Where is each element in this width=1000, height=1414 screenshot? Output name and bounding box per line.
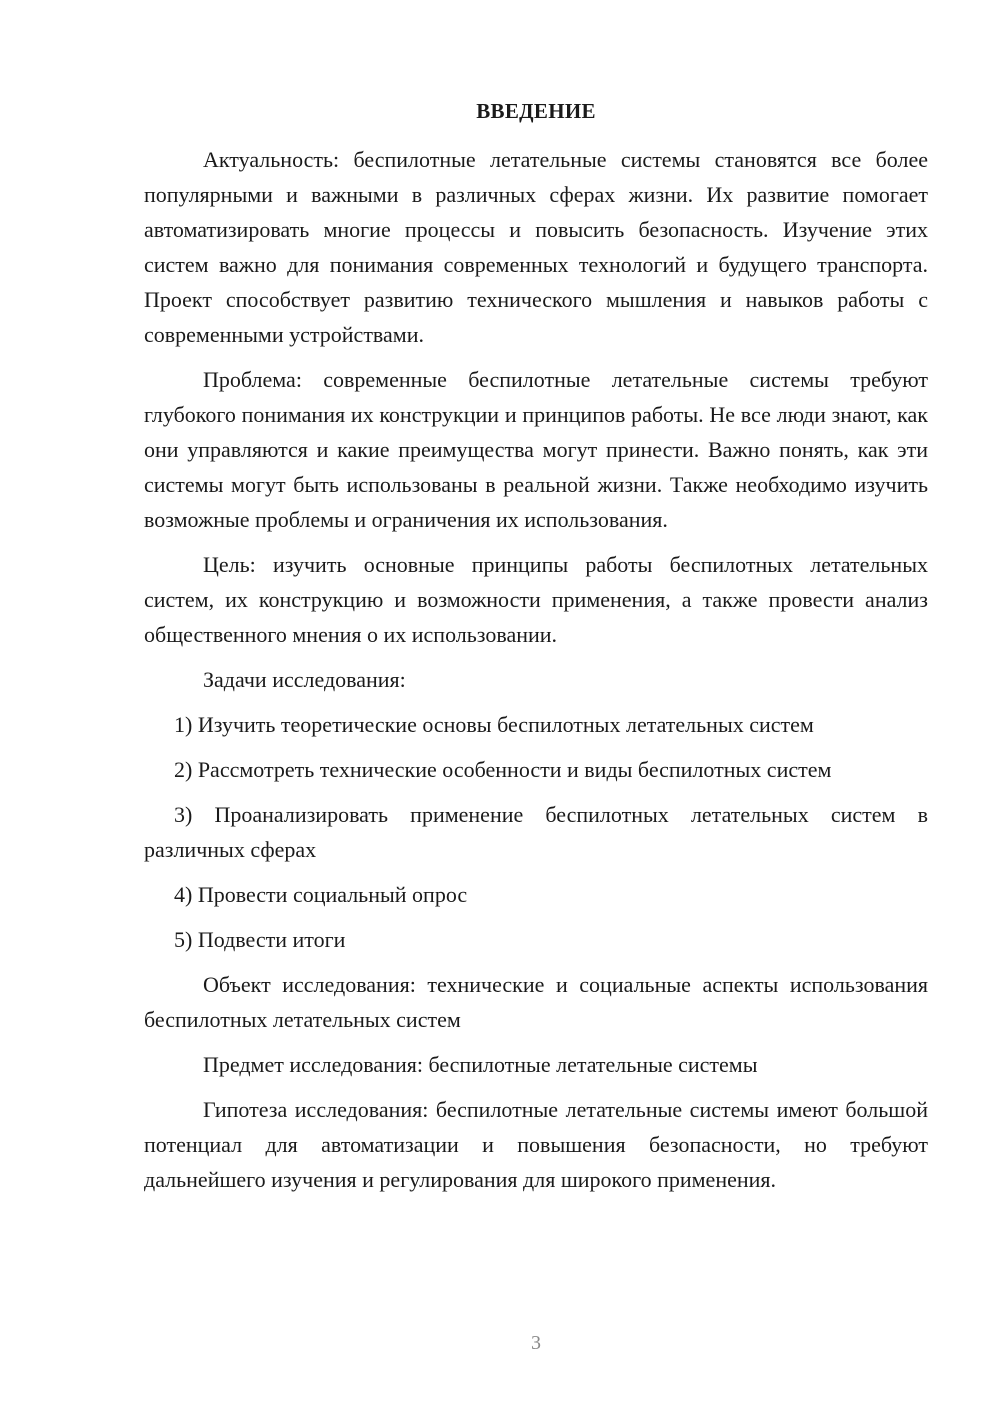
page-number: 3 [531,1332,541,1354]
tasks-heading: Задачи исследования: [203,667,406,692]
paragraph-relevance: Актуальность: беспилотные летательные системы становятся все более популярными и важными в различных сферах жизни. Их развитие помогает автоматизировать многие процессы и повысить безопасность. Изучение этих систем важно для понимания современных технологий и будущего транспорта. Проект способствует развитию технического мышления и навыков работы с современными устройствами. [144,147,928,347]
list-item-task-2: 2) Рассмотреть технические особенности и виды беспилотных систем [174,757,832,782]
document-body [144,142,928,1207]
paragraph-object: Объект исследования: технические и социальные аспекты использования беспилотных летательных систем [144,972,928,1032]
paragraph-problem: Проблема: современные беспилотные летательные системы требуют глубокого понимания их конструкции и принципов работы. Не все люди знают, как они управляются и какие преимущества могут принести. Важно понять, как эти системы могут быть использованы в реальной жизни. Также необходимо изучить возможные проблемы и ограничения их использования. [144,367,928,532]
paragraph-subject: Предмет исследования: беспилотные летательные системы [203,1052,758,1077]
page-title: ВВЕДЕНИЕ [476,99,596,123]
paragraph-hypothesis: Гипотеза исследования: беспилотные летательные системы имеют большой потенциал для автоматизации и повышения безопасности, но требуют дальнейшего изучения и регулирования для широкого применения. [144,1097,928,1192]
list-item-task-5: 5) Подвести итоги [174,927,346,952]
list-item-task-4: 4) Провести социальный опрос [174,882,468,907]
paragraph-goal: Цель: изучить основные принципы работы беспилотных летательных систем, их конструкцию и возможности применения, а также провести анализ общественного мнения о их использовании. [144,552,928,647]
list-item-task-3: 3) Проанализировать применение беспилотных летательных систем в различных сферах [144,802,928,862]
list-item-task-1: 1) Изучить теоретические основы беспилотных летательных систем [174,712,814,737]
